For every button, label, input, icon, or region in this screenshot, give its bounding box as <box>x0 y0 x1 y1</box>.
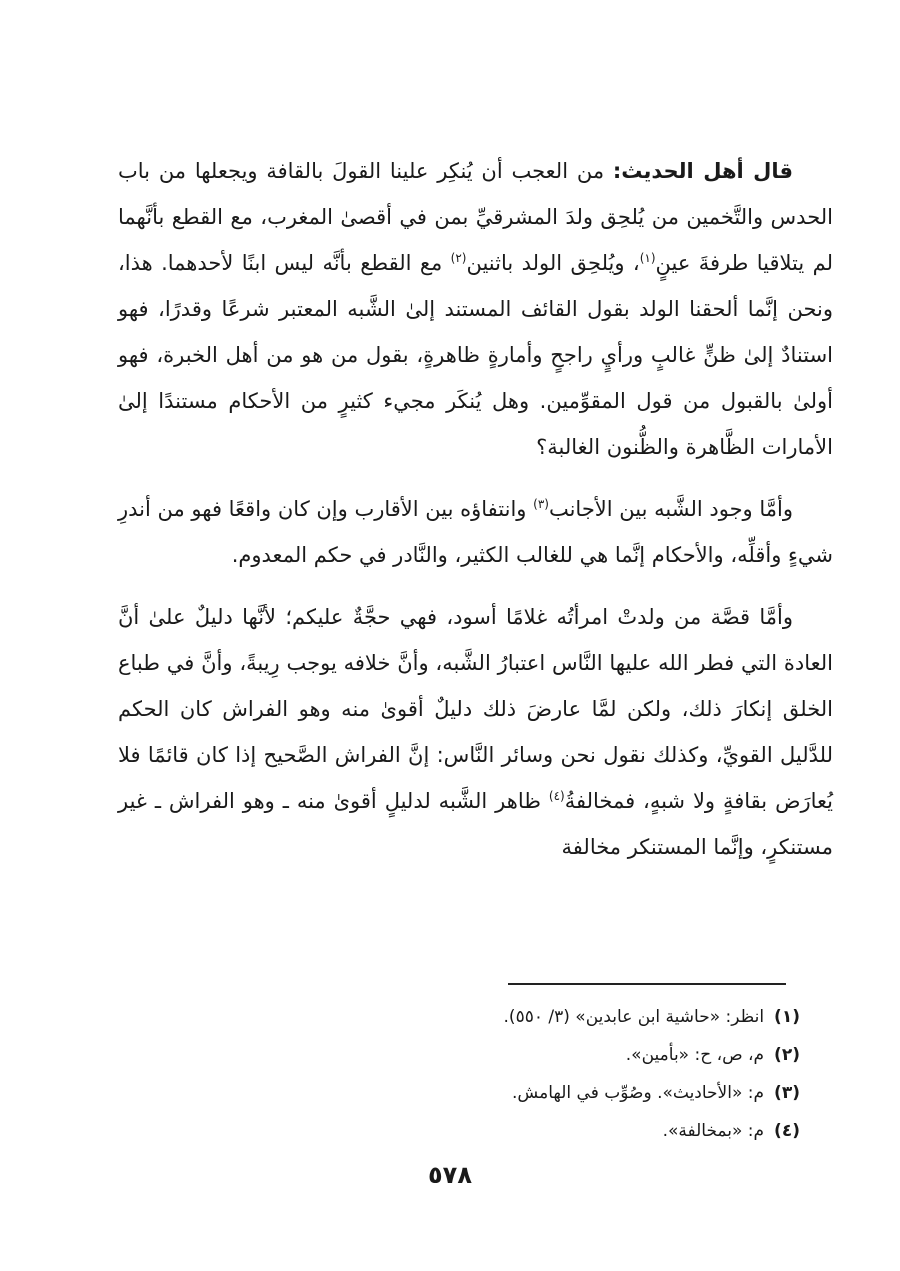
footnote-ref-2[interactable]: (٢) <box>450 251 467 265</box>
paragraph-text-cont: ظاهر الشَّبه لدليلٍ أقوىٰ منه ـ وهو الفراش ـ غير مستنكرٍ، وإنَّما المستنكر مخالفة <box>118 789 833 859</box>
paragraph-text-cont: وانتفاؤه بين الأقارب وإن كان واقعًا فهو من أندرِ شيءٍ وأقلِّه، والأحكام إنَّما هي للغالب الكثير، والنَّادر في حكم المعدوم. <box>117 497 833 567</box>
footnote-item <box>140 1036 800 1074</box>
footnote-item <box>140 1074 800 1112</box>
footnote-text: م، ص، ح: «بأمين». <box>625 1045 765 1065</box>
paragraph-text: وأمَّا قصَّة من ولدتْ امرأتُه غلامًا أسود، فهي حجَّةٌ عليكم؛ لأنَّها دليلٌ علىٰ أنَّ العادة التي فطر الله عليها النَّاس اعتبارُ الشَّبه، وأنَّ خلافه يوجب رِيبةً، وأنَّ في طباع الخلق إنكارَ ذلك، ولكن لمَّا عارضَ ذلك دليلٌ أقوىٰ منه وهو الفراش كان الحكم للدَّليل القويِّ، وكذلك نقول نحن وسائر النَّاس: إنَّ الفراش الصَّحيح إذا كان قائمًا فلا يُعارَض بقافةٍ ولا شبهٍ، فمخالفةُ <box>118 605 833 813</box>
paragraph-2 <box>118 486 833 578</box>
footnote-item <box>140 1112 800 1150</box>
paragraph-text-cont: ، ويُلحِق الولد باثنين <box>466 251 640 275</box>
paragraph-text: وأمَّا وجود الشَّبه بين الأجانب <box>548 497 793 521</box>
footnote-number: (٤) <box>774 1121 800 1141</box>
paragraph-1 <box>118 148 833 470</box>
footnote-ref-3[interactable]: (٣) <box>533 497 549 511</box>
paragraph-text-cont: مع القطع بأنَّه ليس ابنًا لأحدهما. هذا، ونحن إنَّما ألحقنا الولد بقول القائف المستند إلىٰ الشَّبه المعتبر شرعًا وقدرًا، فهو استنادٌ إلىٰ ظنٍّ غالبٍ ورأيٍ راجحٍ وأمارةٍ ظاهرةٍ، بقول من هو من أهل الخبرة، فهو أولىٰ بالقبول من قول المقوِّمين. وهل يُنكَر مجيء كثيرٍ من الأحكام مستندًا إلىٰ الأمارات الظَّاهرة والظُّنون الغالبة؟ <box>118 251 833 459</box>
footnote-item <box>140 998 800 1036</box>
paragraph-text: من العجب أن يُنكِر علينا القولَ بالقافة ويجعلها من باب الحدس والتَّخمين من يُلحِق ولدَ المشرقيِّ بمن في أقصىٰ المغرب، مع القطع بأنَّهما لم يتلاقيا طرفةَ عينٍ <box>118 159 833 275</box>
footnotes-list <box>140 998 800 1150</box>
footnote-ref-4[interactable]: (٤) <box>548 789 565 803</box>
footnote-number: (٣) <box>774 1083 800 1103</box>
footnote-number: (١) <box>774 1007 800 1027</box>
footnote-text: م: «بمخالفة». <box>662 1121 765 1141</box>
footnote-text: م: «الأحاديث». وصُوِّب في الهامش. <box>512 1083 765 1103</box>
paragraph-lead: قال أهل الحديث: <box>612 159 793 183</box>
footnote-separator <box>508 983 786 985</box>
paragraph-3 <box>118 594 833 870</box>
page-number: ٥٧٨ <box>428 1161 472 1189</box>
footnote-number: (٢) <box>774 1045 800 1065</box>
footnote-ref-1[interactable]: (١) <box>639 251 656 265</box>
main-text <box>118 148 833 870</box>
footnote-text: انظر: «حاشية ابن عابدين» (٣/ ٥٥٠). <box>503 1007 765 1027</box>
